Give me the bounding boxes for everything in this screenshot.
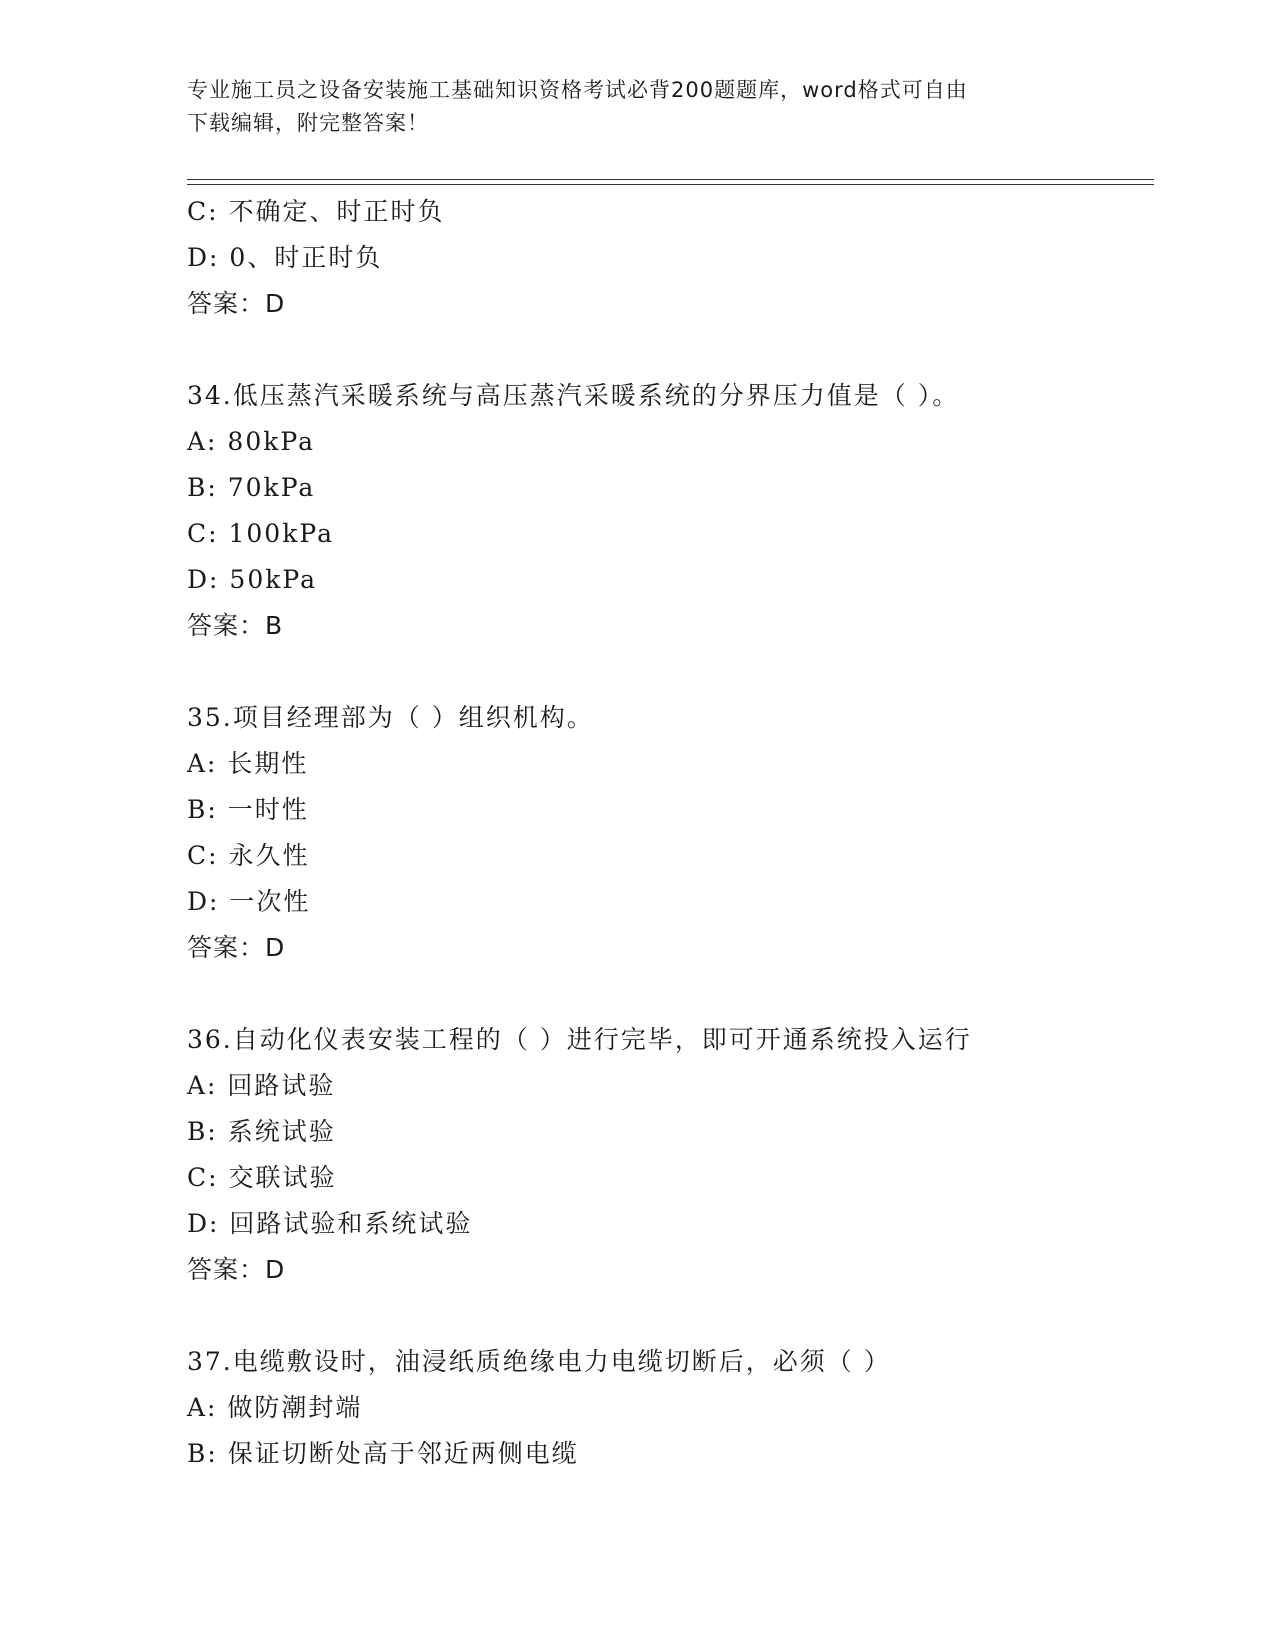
header-line-2: 下载编辑，附完整答案！ — [187, 111, 429, 135]
option-a: A: 回路试验 — [187, 1071, 336, 1100]
document-header — [187, 74, 1067, 140]
question-36 — [187, 1017, 1147, 1293]
spacer — [187, 649, 1147, 695]
option-b: B: 保证切断处高于邻近两侧电缆 — [187, 1439, 579, 1468]
question-33-tail — [187, 189, 1147, 327]
option-b: B: 一时性 — [187, 795, 309, 824]
header-divider-top — [187, 179, 1154, 180]
option-b: B: 系统试验 — [187, 1117, 336, 1146]
answer-line: 答案：D — [187, 933, 286, 962]
answer-line: 答案：D — [187, 1255, 286, 1284]
spacer — [187, 327, 1147, 373]
option-d: D: 回路试验和系统试验 — [187, 1209, 473, 1238]
answer-line: 答案：B — [187, 611, 284, 640]
option-a: A: 做防潮封端 — [187, 1393, 363, 1422]
header-line-1: 专业施工员之设备安装施工基础知识资格考试必背200题题库，word格式可自由 — [187, 78, 968, 102]
option-a: A: 80kPa — [187, 427, 315, 456]
question-37 — [187, 1339, 1147, 1477]
option-c: C: 不确定、时正时负 — [187, 197, 445, 226]
option-d: D: 一次性 — [187, 887, 311, 916]
spacer — [187, 1293, 1147, 1339]
header-divider-bottom — [187, 184, 1154, 185]
question-stem: 34.低压蒸汽采暖系统与高压蒸汽采暖系统的分界压力值是（ ）。 — [187, 381, 960, 410]
answer-line: 答案：D — [187, 289, 286, 318]
question-stem: 35.项目经理部为（ ）组织机构。 — [187, 703, 594, 732]
option-d: D: 0、时正时负 — [187, 243, 383, 272]
question-list — [187, 189, 1147, 1477]
question-35 — [187, 695, 1147, 971]
question-34 — [187, 373, 1147, 649]
option-d: D: 50kPa — [187, 565, 317, 594]
option-a: A: 长期性 — [187, 749, 309, 778]
option-c: C: 交联试验 — [187, 1163, 337, 1192]
spacer — [187, 971, 1147, 1017]
question-stem: 37.电缆敷设时，油浸纸质绝缘电力电缆切断后，必须（ ） — [187, 1347, 891, 1376]
option-c: C: 100kPa — [187, 519, 334, 548]
option-b: B: 70kPa — [187, 473, 316, 502]
option-c: C: 永久性 — [187, 841, 310, 870]
question-stem: 36.自动化仪表安装工程的（ ）进行完毕，即可开通系统投入运行 — [187, 1025, 972, 1054]
